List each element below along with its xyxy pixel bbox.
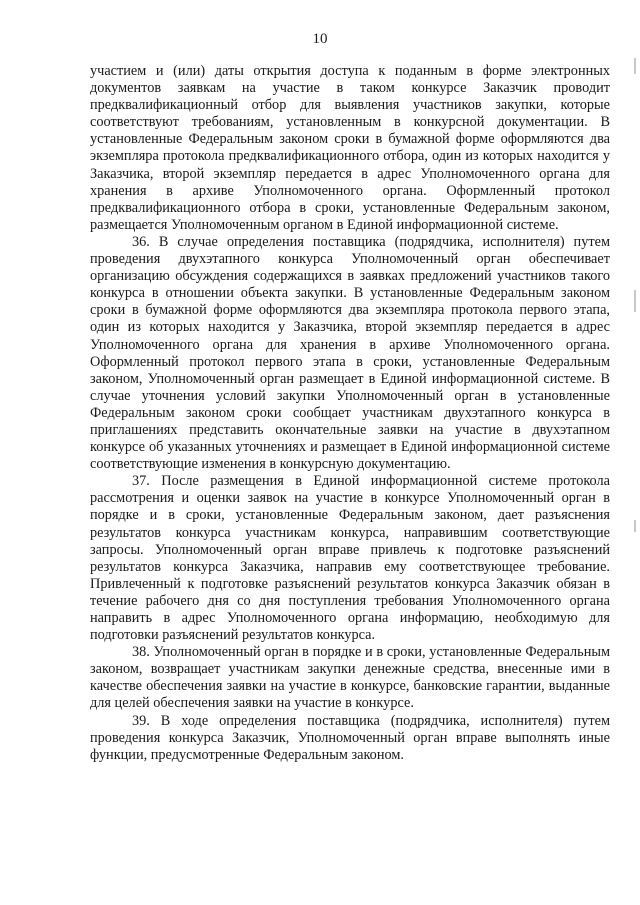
paragraph-36: 36. В случае определения поставщика (подрядчика, исполнителя) путем проведения двухэтапного конкурса Уполномоченный орган обеспечивает организацию обсуждения содержащихся в заявках предложений участников такого конкурса в отношении объекта закупки. В установленные Федеральным законом сроки в бумажной форме оформляются два экземпляра протокола первого этапа, один из которых находится у Заказчика, второй экземпляр передается в адрес Уполномоченного органа для хранения в архиве Уполномоченного органа. Оформленный протокол первого этапа в сроки, установленные Федеральным законом, Уполномоченный орган размещает в Единой информационной системе. В случае уточнения условий закупки Уполномоченный орган в установленные Федеральным законом сроки сообщает участникам двухэтапного конкурса в приглашениях представить окончательные заявки на участие в двухэтапном конкурсе об указанных уточнениях и размещает в Единой информационной системе соответствующие изменения в конкурсную документацию. — [90, 233, 610, 473]
document-body — [90, 63, 610, 764]
scan-edge-mark — [634, 290, 636, 312]
page-number: 10 — [312, 31, 328, 47]
paragraph-38: 38. Уполномоченный орган в порядке и в сроки, установленные Федеральным законом, возвращает участникам закупки денежные средства, внесенные ими в качестве обеспечения заявки на участие в конкурсе, банковские гарантии, выданные для целей обеспечения заявки на участие в конкурсе. — [90, 644, 610, 712]
scan-edge-mark — [634, 58, 636, 74]
paragraph-39: 39. В ходе определения поставщика (подрядчика, исполнителя) путем проведения конкурса Заказчик, Уполномоченный орган вправе выполнять иные функции, предусмотренные Федеральным законом. — [90, 712, 610, 763]
paragraph-37: 37. После размещения в Единой информационной системе протокола рассмотрения и оценки заявок на участие в конкурсе Уполномоченный орган в порядке и в сроки, установленные Федеральным законом, дает разъяснения результатов конкурса участникам конкурса, направившим соответствующие запросы. Уполномоченный орган вправе привлечь к подготовке разъяснений результатов конкурса Заказчика, направив ему соответствующее требование. Привлеченный к подготовке разъяснений результатов конкурса Заказчик обязан в течение рабочего дня со дня поступления требования Уполномоченного органа направить в адрес Уполномоченного органа информацию, необходимую для подготовки разъяснений результатов конкурса. — [90, 473, 610, 644]
scan-edge-mark — [634, 520, 636, 532]
paragraph-35-continuation: участием и (или) даты открытия доступа к поданным в форме электронных документов заявкам на участие в таком конкурсе Заказчик проводит предквалификационный отбор для выявления участников закупки, которые соответствуют требованиям, установленным в конкурсной документации. В установленные Федеральным законом сроки в бумажной форме оформляются два экземпляра протокола предквалификационного отбора, один из которых находится у Заказчика, второй экземпляр передается в адрес Уполномоченного органа для хранения в архиве Уполномоченного органа. Оформленный протокол предквалификационного отбора в сроки, установленные Федеральным законом, размещается Уполномоченным органом в Единой информационной системе. — [90, 63, 610, 233]
